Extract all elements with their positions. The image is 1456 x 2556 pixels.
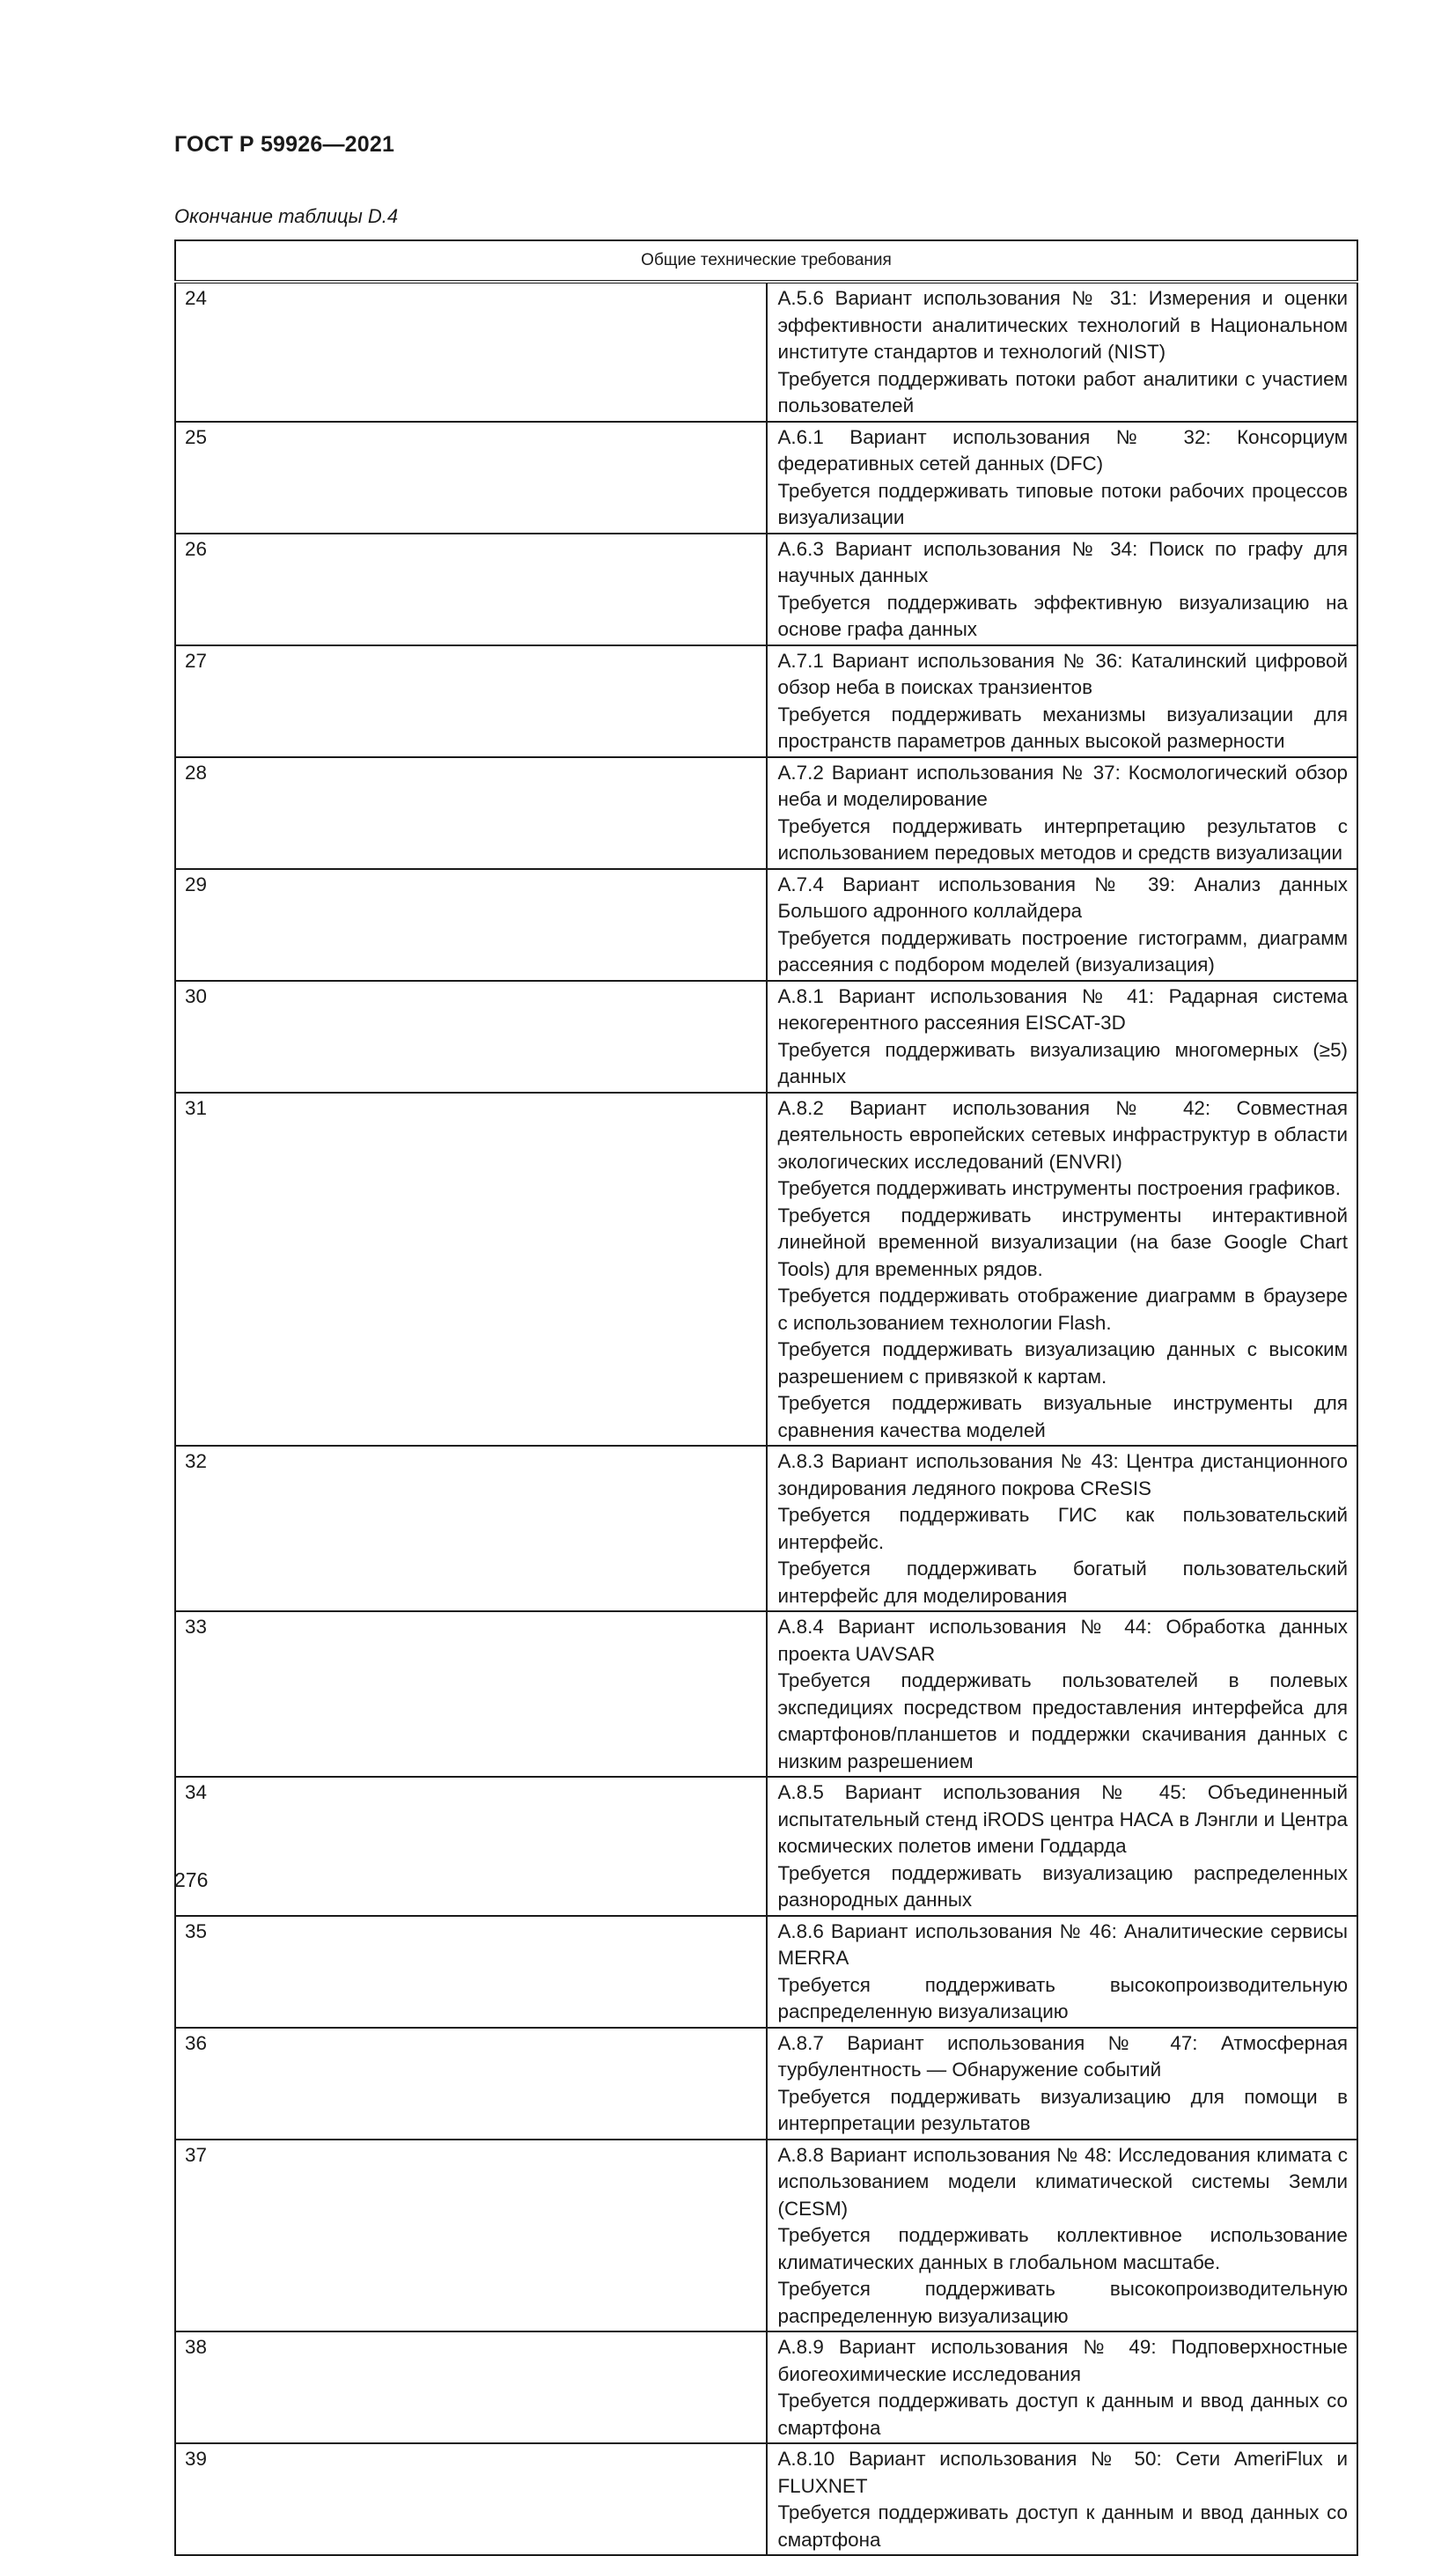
requirement-text: Требуется поддерживать инструменты построения графиков.: [777, 1177, 1341, 1199]
use-case-title: А.8.4 Вариант использования № 44: Обработка данных проекта UAVSAR: [777, 1616, 1348, 1665]
requirement-text: Требуется поддерживать пользователей в полевых экспедициях посредством предоставления интерфейса для смартфонов/планшетов и поддержки скачивания данных с низким разрешением: [777, 1669, 1348, 1772]
requirement-text: Требуется поддерживать визуализацию многомерных (≥5) данных: [777, 1038, 1348, 1087]
row-content: [767, 869, 1358, 981]
row-content: [767, 645, 1358, 757]
table-row: [175, 1916, 1357, 2028]
row-content: [767, 534, 1358, 645]
requirement-text: Требуется поддерживать отображение диаграмм в браузере с использованием технологии Flash.: [777, 1285, 1348, 1334]
use-case-title: А.8.10 Вариант использования № 50: Сети AmeriFlux и FLUXNET: [777, 2448, 1348, 2497]
use-case-title: А.8.6 Вариант использования № 46: Аналитические сервисы MERRA: [777, 1919, 1348, 1969]
row-content: [767, 757, 1358, 869]
requirement-text: Требуется поддерживать механизмы визуализации для пространств параметров данных высокой размерности: [777, 703, 1348, 752]
use-case-title: А.8.5 Вариант использования № 45: Объединенный испытательный стенд iRODS центра НАСА в Лэнгли и Центра космических полетов имени Годдарда: [777, 1781, 1348, 1857]
use-case-title: А.6.3 Вариант использования № 34: Поиск по графу для научных данных: [777, 537, 1348, 586]
requirement-text: Требуется поддерживать высокопроизводительную распределенную визуализацию: [777, 1973, 1348, 2022]
requirement-text: Требуется поддерживать коллективное использование климатических данных в глобальном масштабе.: [777, 2224, 1348, 2273]
requirement-text: Требуется поддерживать визуальные инструменты для сравнения качества моделей: [777, 1392, 1348, 1441]
requirement-text: Требуется поддерживать визуализацию данных с высоким разрешением с привязкой к картам.: [777, 1338, 1348, 1388]
row-content: [767, 981, 1358, 1093]
row-number: 25: [175, 422, 767, 534]
table-header-row: [175, 240, 1357, 282]
use-case-title: А.5.6 Вариант использования № 31: Измерения и оценки эффективности аналитических технологий в Национальном институте стандартов и технологий (NIST): [777, 287, 1348, 363]
table-row: [175, 757, 1357, 869]
requirements-table: [174, 239, 1358, 2556]
table-caption: Окончание таблицы D.4: [174, 205, 399, 227]
use-case-title: А.8.3 Вариант использования № 43: Центра дистанционного зондирования ледяного покрова CReSIS: [777, 1450, 1348, 1499]
use-case-title: А.7.1 Вариант использования № 36: Каталинский цифровой обзор неба в поисках транзиентов: [777, 649, 1348, 698]
use-case-title: А.8.2 Вариант использования № 42: Совместная деятельность европейских сетевых инфраструктур в области экологических исследований (ENVRI): [777, 1096, 1348, 1173]
table-body: [175, 282, 1357, 2555]
row-content: [767, 2028, 1358, 2140]
table-row: [175, 2443, 1357, 2555]
row-number: 35: [175, 1916, 767, 2028]
table-row: [175, 869, 1357, 981]
table-row: [175, 422, 1357, 534]
table-row: [175, 2140, 1357, 2332]
row-number: 38: [175, 2331, 767, 2443]
row-number: 32: [175, 1446, 767, 1611]
use-case-title: А.8.1 Вариант использования № 41: Радарная система некогерентного рассеяния EISCAT-3D: [777, 984, 1348, 1034]
requirement-text: Требуется поддерживать визуализацию распределенных разнородных данных: [777, 1861, 1348, 1911]
document-header: ГОСТ Р 59926—2021: [174, 132, 395, 157]
table-row: [175, 1611, 1357, 1777]
row-content: [767, 2443, 1358, 2555]
row-content: [767, 1916, 1358, 2028]
row-number: 31: [175, 1093, 767, 1447]
page-number: 276: [174, 1868, 209, 1891]
row-content: [767, 2331, 1358, 2443]
requirement-text: Требуется поддерживать высокопроизводительную распределенную визуализацию: [777, 2278, 1348, 2327]
row-content: [767, 1611, 1358, 1777]
requirement-text: Требуется поддерживать типовые потоки рабочих процессов визуализации: [777, 479, 1348, 528]
requirement-text: Требуется поддерживать интерпретацию результатов с использованием передовых методов и средств визуализации: [777, 814, 1348, 864]
requirement-text: Требуется поддерживать визуализацию для помощи в интерпретации результатов: [777, 2085, 1348, 2134]
requirement-text: Требуется поддерживать построение гистограмм, диаграмм рассеяния с подбором моделей (визуализация): [777, 926, 1348, 976]
row-number: 37: [175, 2140, 767, 2332]
use-case-title: А.6.1 Вариант использования № 32: Консорциум федеративных сетей данных (DFC): [777, 425, 1348, 475]
row-number: 29: [175, 869, 767, 981]
table-row: [175, 2331, 1357, 2443]
row-number: 24: [175, 282, 767, 422]
requirement-text: Требуется поддерживать эффективную визуализацию на основе графа данных: [777, 591, 1348, 640]
row-number: 34: [175, 1777, 767, 1916]
table-row: [175, 981, 1357, 1093]
use-case-title: А.8.9 Вариант использования № 49: Подповерхностные биогеохимические исследования: [777, 2336, 1348, 2385]
requirement-text: Требуется поддерживать потоки работ аналитики с участием пользователей: [777, 367, 1348, 416]
use-case-title: А.8.7 Вариант использования № 47: Атмосферная турбулентность — Обнаружение событий: [777, 2031, 1348, 2081]
requirement-text: Требуется поддерживать ГИС как пользовательский интерфейс.: [777, 1504, 1348, 1553]
row-number: 33: [175, 1611, 767, 1777]
table-row: [175, 1093, 1357, 1447]
use-case-title: А.7.2 Вариант использования № 37: Космологический обзор неба и моделирование: [777, 761, 1348, 810]
row-number: 26: [175, 534, 767, 645]
table-row: [175, 1446, 1357, 1611]
row-content: [767, 1446, 1358, 1611]
row-number: 28: [175, 757, 767, 869]
requirement-text: Требуется поддерживать доступ к данным и ввод данных со смартфона: [777, 2390, 1348, 2439]
table-row: [175, 534, 1357, 645]
table-row: [175, 1777, 1357, 1916]
row-content: [767, 1777, 1358, 1916]
row-content: [767, 1093, 1358, 1447]
requirement-text: Требуется поддерживать доступ к данным и ввод данных со смартфона: [777, 2501, 1348, 2551]
table-row: [175, 645, 1357, 757]
row-number: 27: [175, 645, 767, 757]
table-header-cell: Общие технические требования: [175, 240, 1357, 282]
row-number: 36: [175, 2028, 767, 2140]
row-content: [767, 2140, 1358, 2332]
row-number: 30: [175, 981, 767, 1093]
row-content: [767, 282, 1358, 422]
requirement-text: Требуется поддерживать богатый пользовательский интерфейс для моделирования: [777, 1558, 1348, 1607]
table-row: [175, 282, 1357, 422]
use-case-title: А.8.8 Вариант использования № 48: Исследования климата с использованием модели климатической системы Земли (CESM): [777, 2143, 1348, 2220]
row-number: 39: [175, 2443, 767, 2555]
use-case-title: А.7.4 Вариант использования № 39: Анализ данных Большого адронного коллайдера: [777, 873, 1348, 922]
row-content: [767, 422, 1358, 534]
requirement-text: Требуется поддерживать инструменты интерактивной линейной временной визуализации (на базе Google Chart Tools) для временных рядов.: [777, 1204, 1348, 1280]
table-row: [175, 2028, 1357, 2140]
